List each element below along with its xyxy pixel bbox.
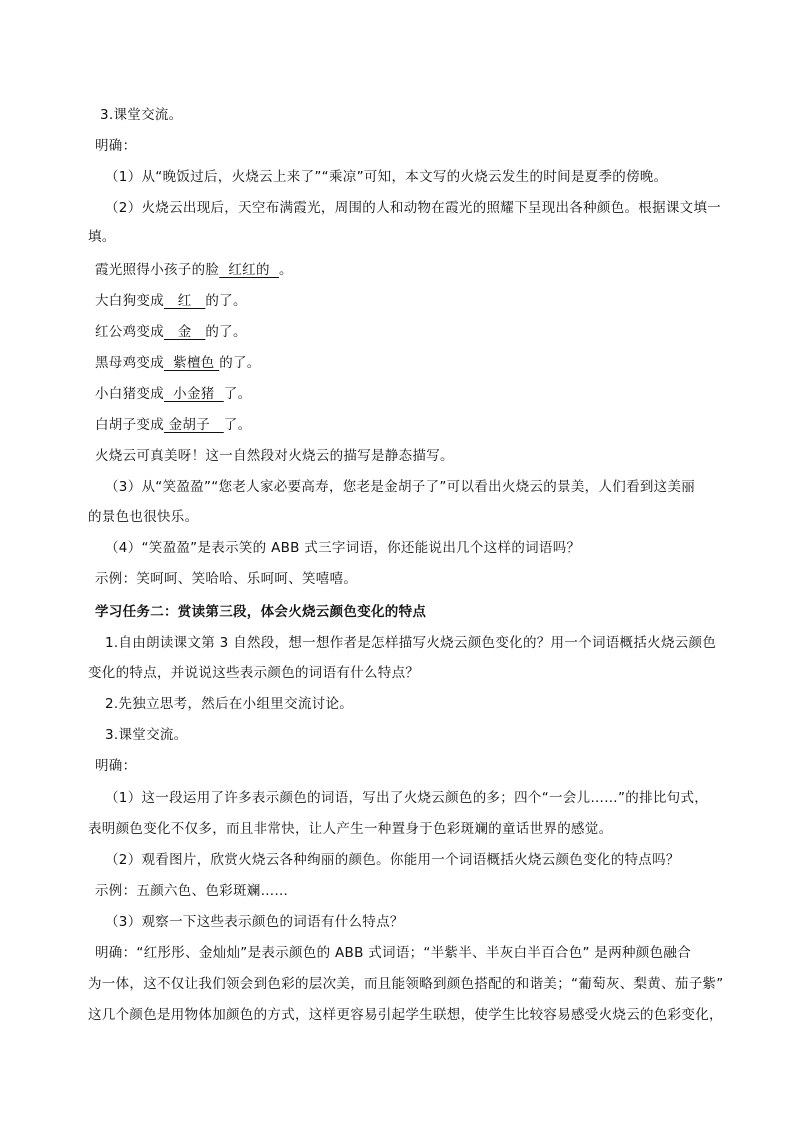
task-2-example: 示例：五颜六色、色彩斑斓…… [95,883,289,899]
example-text: 示例：笑呵呵、笑哈哈、乐呵呵、笑嘻嘻。 [95,571,358,587]
fill-prompt: 小白猪变成 [95,386,164,402]
task-2-step-1-line2: 变化的特点，并说说这些表示颜色的词语有什么特点？ [88,665,420,681]
fill-answer: 小金猪 [164,386,224,402]
task-2-step-1-line1: 1.自由朗读课文第 3 自然段，想一想作者是怎样描写火烧云颜色变化的？用一个词语概括火烧云颜色 [105,635,717,651]
step-3-heading: 3.课堂交流。 [100,107,183,123]
fill-suffix: 的了。 [219,355,261,371]
task-2-answer-line3: 这几个颜色是用物体加颜色的方式，这样更容易引起学生联想，使学生比较容易感受火烧云的色彩变化， [88,1007,723,1023]
fill-answer: 金 [164,324,206,340]
fill-answer: 红 [164,293,206,309]
point-3-text-line2: 的景色也很快乐。 [88,509,199,525]
point-2-text-line2: 填。 [88,229,116,245]
fill-prompt: 白胡子变成 [95,417,164,433]
fill-prompt: 红公鸡变成 [95,324,164,340]
summary-static-description: 火烧云可真美呀！这一自然段对火烧云的描写是静态描写。 [95,448,454,464]
task-2-answer-line1: 明确：“红彤彤、金灿灿”是表示颜色的 ABB 式词语；“半紫半、半灰白半百合色” 是两种颜色融合 [95,945,692,961]
clarify-label: 明确： [95,138,137,154]
task-2-point-1-line2: 表明颜色变化不仅多，而且非常快，让人产生一种置身于色彩斑斓的童话世界的感觉。 [88,821,613,837]
fill-answer: 红红的 [219,262,279,278]
point-4-text: （4）“笑盈盈”是表示笑的 ABB 式三字词语，你还能说出几个这样的词语吗？ [105,540,581,556]
fill-blank-3 [95,323,247,341]
task-2-clarify-label: 明确： [95,758,137,774]
task-2-point-3: （3）观察一下这些表示颜色的词语有什么特点？ [105,914,404,930]
fill-prompt: 黑母鸡变成 [95,355,164,371]
fill-blank-2 [95,292,247,310]
point-3-text-line1: （3）从“笑盈盈”“您老人家必要高寿，您老是金胡子了”可以看出火烧云的景美，人们看到这美丽 [105,479,696,495]
point-2-text-line1: （2）火烧云出现后，天空布满霞光，周围的人和动物在霞光的照耀下呈现出各种颜色。根据课文填一 [105,200,722,216]
fill-answer: 金胡子 [164,417,224,433]
task-2-heading: 学习任务二：赏读第三段，体会火烧云颜色变化的特点 [95,604,427,620]
fill-suffix: 了。 [223,386,252,402]
task-2-step-3: 3.课堂交流。 [105,727,188,743]
fill-suffix: 。 [278,262,293,278]
fill-answer: 紫檀色 [164,355,220,371]
fill-blank-6 [95,416,251,434]
task-2-point-1-line1: （1）这一段运用了许多表示颜色的词语，写出了火烧云颜色的多；四个“一会儿……”的排比句式， [105,790,709,806]
fill-suffix: 的了。 [205,293,247,309]
fill-blank-5 [95,385,251,403]
fill-suffix: 了。 [223,417,252,433]
fill-prompt: 霞光照得小孩子的脸 [95,262,220,278]
fill-prompt: 大白狗变成 [95,293,164,309]
fill-blank-4 [95,354,261,372]
task-2-point-2: （2）观看图片，欣赏火烧云各种绚丽的颜色。你能用一个词语概括火烧云颜色变化的特点吗？ [105,852,680,868]
task-2-step-2: 2.先独立思考，然后在小组里交流讨论。 [105,696,354,712]
task-2-answer-line2: 为一体，这不仅让我们领会到色彩的层次美，而且能领略到颜色搭配的和谐美；“葡萄灰、梨黄、茄子紫” [88,976,724,992]
fill-blank-1 [95,261,293,279]
point-1-text: （1）从“晚饭过后，火烧云上来了”“乘凉”可知，本文写的火烧云发生的时间是夏季的傍晚。 [105,169,668,185]
fill-suffix: 的了。 [205,324,247,340]
